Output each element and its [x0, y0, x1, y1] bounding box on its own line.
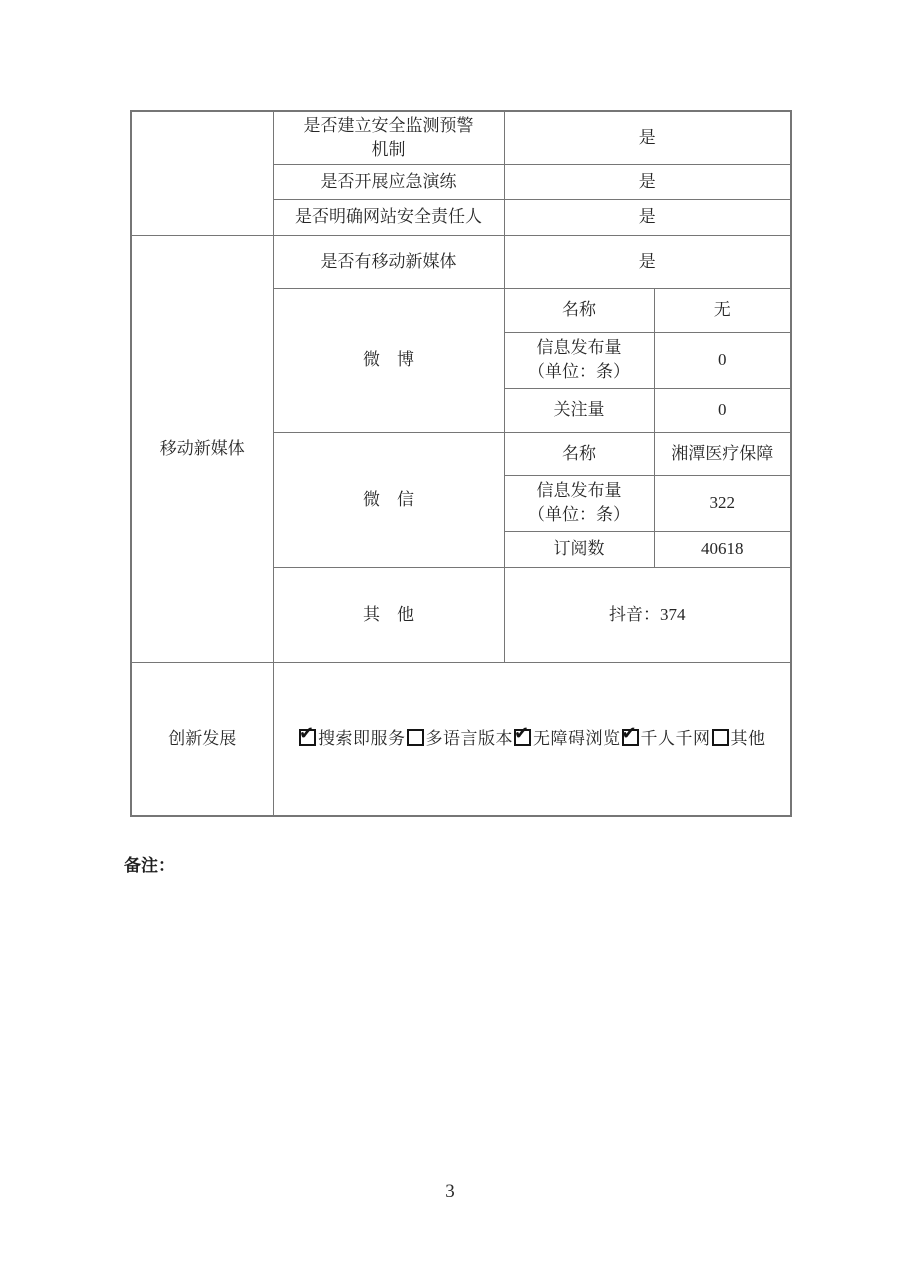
cell-security-section [131, 111, 273, 235]
cell-security-monitoring-value: 是 [504, 111, 791, 164]
cell-wechat-posts-value: 322 [654, 475, 791, 531]
security-monitoring-label-line1: 是否建立安全监测预警 [303, 115, 474, 135]
notes-label: 备注： [124, 856, 175, 875]
page-number: 3 [445, 1181, 455, 1202]
wechat-posts-label-line2: （单位：条） [528, 505, 630, 524]
cell-innovation-section-label: 创新发展 [131, 662, 273, 816]
table-row [131, 111, 791, 164]
cell-wechat-label: 微 信 [273, 432, 504, 567]
innovation-option [513, 727, 621, 751]
innovation-option [621, 727, 711, 751]
innovation-option-label: 其他 [730, 728, 766, 748]
innovation-options-row [274, 727, 791, 751]
cell-other-media-value: 抖音：374 [504, 567, 791, 662]
cell-weibo-posts-value: 0 [654, 332, 791, 388]
cell-weibo-label: 微 博 [273, 288, 504, 432]
cell-wechat-subscribers-label: 订阅数 [504, 531, 654, 567]
cell-wechat-name-value: 湘潭医疗保障 [654, 432, 791, 475]
innovation-option [298, 727, 406, 751]
cell-has-mobile-label: 是否有移动新媒体 [273, 235, 504, 288]
innovation-option [406, 727, 514, 751]
cell-security-responsible-label: 是否明确网站安全责任人 [273, 199, 504, 235]
innovation-option-label: 千人千网 [640, 728, 711, 748]
innovation-option-label: 无障碍浏览 [533, 728, 621, 748]
weibo-posts-label-line1: 信息发布量 [536, 338, 622, 357]
checkbox-icon [514, 729, 531, 746]
cell-innovation-options [273, 662, 791, 816]
cell-wechat-subscribers-value: 40618 [654, 531, 791, 567]
cell-security-label-monitoring [273, 111, 504, 164]
cell-other-media-label: 其 他 [273, 567, 504, 662]
cell-mobile-media-section-label: 移动新媒体 [131, 235, 273, 662]
table-row [131, 235, 791, 288]
cell-security-drill-label: 是否开展应急演练 [273, 164, 504, 199]
cell-has-mobile-value: 是 [504, 235, 791, 288]
checkbox-icon [407, 729, 424, 746]
checkbox-icon [299, 729, 316, 746]
cell-weibo-name-label: 名称 [504, 288, 654, 332]
security-monitoring-label-line2: 机制 [371, 139, 406, 159]
checkbox-icon [712, 729, 729, 746]
cell-security-drill-value: 是 [504, 164, 791, 199]
cell-wechat-posts-label [504, 475, 654, 531]
cell-weibo-followers-value: 0 [654, 388, 791, 432]
cell-weibo-posts-label [504, 332, 654, 388]
innovation-option-label: 搜索即服务 [318, 728, 406, 748]
cell-wechat-name-label: 名称 [504, 432, 654, 475]
weibo-posts-label-line2: （单位：条） [528, 362, 630, 381]
cell-security-responsible-value: 是 [504, 199, 791, 235]
innovation-option-label: 多语言版本 [425, 728, 513, 748]
checkbox-icon [622, 729, 639, 746]
innovation-option [711, 727, 766, 751]
table-row [131, 662, 791, 816]
wechat-posts-label-line1: 信息发布量 [536, 481, 622, 500]
annual-report-table [130, 110, 792, 817]
cell-weibo-name-value: 无 [654, 288, 791, 332]
cell-weibo-followers-label: 关注量 [504, 388, 654, 432]
